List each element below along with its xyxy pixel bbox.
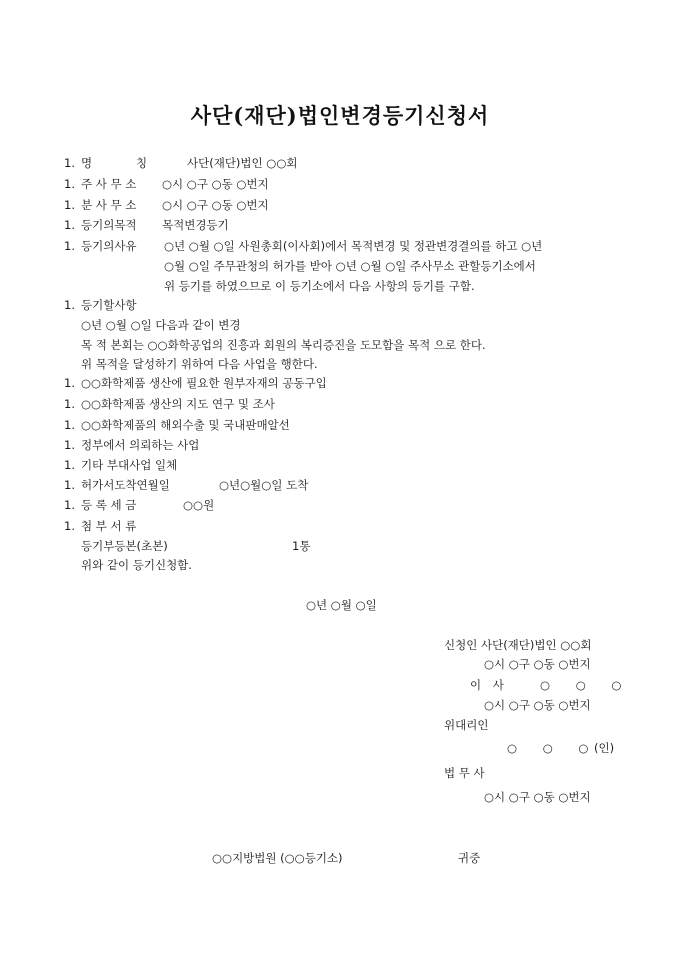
business-item-text: 정부에서 의뢰하는 사업 [81,438,200,452]
business-item [64,458,177,472]
director-label: 이 사 [470,678,504,692]
permit-date-label: 허가서도착연월일 [81,478,170,492]
business-item-text: ○○화학제품의 해외수출 및 국내판매알선 [81,418,290,432]
branch-office-label: 분 사 무 소 [81,198,137,212]
bullet: 1. [64,298,75,312]
bullet: 1. [64,376,75,390]
addressee-suffix: 귀중 [458,851,481,865]
bullet: 1. [64,177,75,191]
seal-mark: (인) [594,741,615,755]
reason-label: 등기의사유 [81,239,137,253]
matters-line-2: 목 적 본회는 ○○화학공업의 진흥과 회원의 복리증진을 도모함을 목적 으로 한다. [81,338,486,352]
row-name [64,156,297,170]
name-value: 사단(재단)법인 ○○회 [187,156,298,170]
reason-line-2: ○월 ○일 주무관청의 허가를 받아 ○년 ○월 ○일 주사무소 관할등기소에서 [164,259,536,273]
agent-name: ○ ○ ○ [507,741,589,755]
row-branch-office [64,198,269,212]
attachment-item-name: 등기부등본(초본) [81,539,168,553]
reason-line-1: ○년 ○월 ○일 사원총회(이사회)에서 목적변경 및 정관변경결의를 하고 ○년 [164,239,543,253]
matters-line-1: ○년 ○월 ○일 다음과 같이 변경 [81,318,241,332]
lawyer-address: ○시 ○구 ○동 ○번지 [484,790,591,804]
main-office-value: ○시 ○구 ○동 ○번지 [162,177,269,191]
business-item [64,418,290,432]
business-item-text: ○○화학제품 생산의 지도 연구 및 조사 [81,397,275,411]
applicant-name: 신청인 사단(재단)법인 ○○회 [444,638,592,652]
reason-line-3: 위 등기를 하였으므로 이 등기소에서 다음 사항의 등기를 구함. [164,279,475,293]
row-purpose [64,218,229,232]
main-office-label: 주 사 무 소 [81,177,137,191]
document-title: 사단(재단)법인변경등기신청서 [190,103,490,128]
row-attachments [64,519,136,533]
bullet: 1. [64,498,75,512]
lawyer-label: 법 무 사 [444,766,485,780]
business-item [64,376,327,390]
court-name: ○○지방법원 (○○등기소) [212,851,343,865]
purpose-label: 등기의목적 [81,218,137,232]
business-item [64,438,199,452]
name-label: 명 칭 [81,156,148,170]
business-item-text: ○○화학제품 생산에 필요한 원부자재의 공동구입 [81,376,327,390]
matters-line-3: 위 목적을 달성하기 위하여 다음 사업을 행한다. [81,357,318,371]
row-matters [64,298,137,312]
bullet: 1. [64,198,75,212]
bullet: 1. [64,156,75,170]
row-permit-date [64,478,308,492]
bullet: 1. [64,458,75,472]
row-tax [64,498,214,512]
business-item-text: 기타 부대사업 일체 [81,458,178,472]
row-reason [64,239,162,253]
permit-date-value: ○년○월○일 도착 [219,478,309,492]
branch-office-value: ○시 ○구 ○동 ○번지 [162,198,269,212]
attachments-label: 첨 부 서 류 [81,519,137,533]
application-date: ○년 ○월 ○일 [306,598,377,612]
bullet: 1. [64,519,75,533]
row-main-office [64,177,269,191]
tax-value: ○○원 [183,498,215,512]
attachment-item-count: 1통 [292,539,311,553]
tax-label: 등 록 세 금 [81,498,137,512]
purpose-value: 목적변경등기 [162,218,229,232]
bullet: 1. [64,438,75,452]
bullet: 1. [64,418,75,432]
business-item [64,397,275,411]
matters-label: 등기할사항 [81,298,137,312]
bullet: 1. [64,397,75,411]
bullet: 1. [64,239,75,253]
director-name: ○ ○ ○ [540,678,622,692]
agent-label: 위대리인 [444,718,489,732]
director-address: ○시 ○구 ○동 ○번지 [484,698,591,712]
bullet: 1. [64,478,75,492]
closing-statement: 위와 같이 등기신청함. [81,558,192,572]
applicant-address: ○시 ○구 ○동 ○번지 [484,657,591,671]
bullet: 1. [64,218,75,232]
